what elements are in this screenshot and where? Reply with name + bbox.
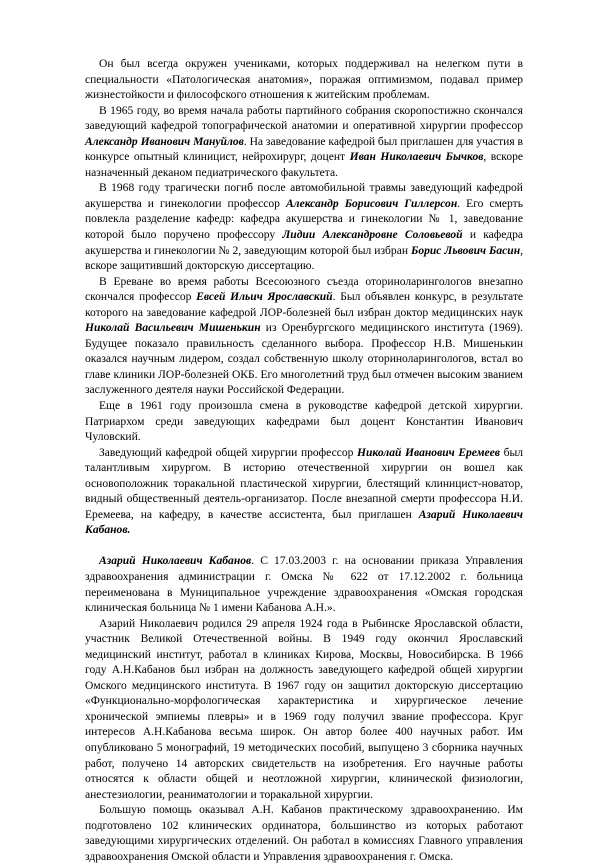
text-run: Большую помощь оказывал А.Н. Кабанов практическому здравоохранению. Им подготовлено 102 клинических ординатора, большинство из которых работают заведующими хирургических отделений. Он работал в комиссиях Главного управления здравоохранения Омской области и Управления здравоохранения г. Омска. <box>85 804 523 863</box>
text-run: Еще в 1961 году произошла смена в руководстве кафедрой детской хирургии. Патриархом среди заведующих кафедрами был доцент Константин Иванович Чуловский. <box>85 400 523 444</box>
person-name: Азарий Николаевич Кабанов. <box>85 508 523 537</box>
emphasis <box>282 229 462 241</box>
paragraph <box>85 57 523 104</box>
text-run: . Его смерть повлекла разделение кафедр: кафедра акушерства и гинекологии № 1, заведование которой было поручено профессору <box>85 197 523 242</box>
person-name: Борис Львович Басин <box>411 244 521 257</box>
text-run: В Ереване во время работы Всесоюзного съезда оториноларингологов внезапно скончался профессор <box>85 275 523 304</box>
text-run: Он был всегда окружен учениками, которых поддерживал на нелегком пути в специальности «Патологическая анатомия», поражая оптимизмом, подавал пример жизнестойкости и философского отношения к житейским проблемам. <box>85 58 523 102</box>
person-name: Иван Николаевич Бычков <box>349 151 484 164</box>
emphasis <box>85 322 261 334</box>
emphasis <box>99 555 251 567</box>
person-name: Евсей Ильич Ярославский <box>196 291 333 304</box>
paragraph <box>85 275 523 399</box>
document-body <box>85 57 523 865</box>
text-run: . Был объявлен конкурс, в результате которого на заведование кафедрой ЛОР-болезней был избран доктор медицинских наук <box>85 291 523 319</box>
text-run: , вскоре назначенный деканом педиатрического факультета. <box>85 151 524 179</box>
text-run: Азарий Николаевич родился 29 апреля 1924 года в Рыбинске Ярославской области, участник Великой Отечественной войны. В 1949 году окончил Ярославский медицинский институт, работал в клиниках Кирова, Москвы, Новосибирска. В 1966 году А.Н.Кабанов был избран на должность заведующего кафедрой общей хирургии Омского медицинского института. В 1967 году он защитил докторскую диссертацию «Функционально-морфологическая характеристика и хирургическое лечение хронической эмпиемы плевры» и в 1969 году получил звание профессора. Круг интересов А.Н.Кабанова весьма широк. Он автор более 400 научных работ. Им опубликовано 5 монографий, 19 методических пособий, выпущено 3 сборника научных работ, получено 14 авторских свидетельств на изобретения. Его научные работы относятся к области общей и неотложной хирургии, клинической физиологии, анестезиологии, реаниматологии и торакальной хирургии. <box>85 617 523 801</box>
text-run: В 1965 году, во время начала работы партийного собрания скоропостижно скончался заведующий кафедрой топографической анатомии и оперативной хирургии профессор <box>85 104 523 133</box>
paragraph <box>85 554 523 616</box>
text-run: был талантливым хирургом. В историю отечественной хирургии он вошел как основоположник торакальной пластической хирургии, блестящий клиницист-новатор, видный общественный деятель-организатор. После внезапной смерти профессора Н.И. Еремеева, на кафедру, в качестве ассистента, был приглашен <box>85 446 523 521</box>
person-name: Александр Борисович Гиллерсон <box>285 197 458 210</box>
text-run: . На заведование кафедрой был приглашен для участия в конкурсе опытный клиницист, нейрохирург, доцент <box>85 135 524 164</box>
person-name: Азарий Николаевич Кабанов <box>99 555 252 568</box>
paragraph <box>85 399 523 446</box>
person-name: Александр Иванович Мануйлов <box>85 135 244 148</box>
paragraph <box>85 617 523 804</box>
person-name: Николай Иванович Еремеев <box>357 446 500 459</box>
emphasis <box>196 291 332 303</box>
paragraph <box>85 446 523 539</box>
text-run: . С 17.03.2003 г. на основании приказа Управления здравоохранения администрации г. Омска № 622 от 17.12.2002 г. больница переименована в Муниципальное учреждение здравоохранения «Омская городская клиническая больница № 1 имени Кабанова А.Н.». <box>85 555 523 615</box>
paragraph <box>85 803 523 865</box>
text-run: и кафедра акушерства и гинекологии № 2, заведующим которой был избран <box>85 229 523 257</box>
text-run: , вскоре защитивший докторскую диссертацию. <box>85 244 524 273</box>
text-run: Заведующий кафедрой общей хирургии профессор <box>99 446 357 459</box>
paragraph <box>85 181 523 274</box>
emphasis <box>85 136 244 148</box>
emphasis <box>411 245 520 257</box>
paragraph <box>85 104 523 182</box>
text-run: из Оренбургского медицинского института (1969). Будущее показало правильность сделанного выбора. Профессор Н.В. Мишенькин оказался научным лидером, создал собственную школу оториноларингологов, встал во главе клиники ЛОР-болезней ОКБ. Его многолетний труд был отмечен высоким званием заслуженного деятеля науки Российской Федерации. <box>85 322 523 397</box>
person-name: Лидии Александровне Соловьевой <box>282 229 463 242</box>
emphasis <box>357 447 500 459</box>
emphasis <box>350 151 484 163</box>
text-run: В 1968 году трагически погиб после автомобильной травмы заведующий кафедрой акушерства и гинекологии профессор <box>85 182 523 210</box>
emphasis <box>286 198 457 210</box>
person-name: Николай Васильевич Мишенькин <box>85 322 261 335</box>
